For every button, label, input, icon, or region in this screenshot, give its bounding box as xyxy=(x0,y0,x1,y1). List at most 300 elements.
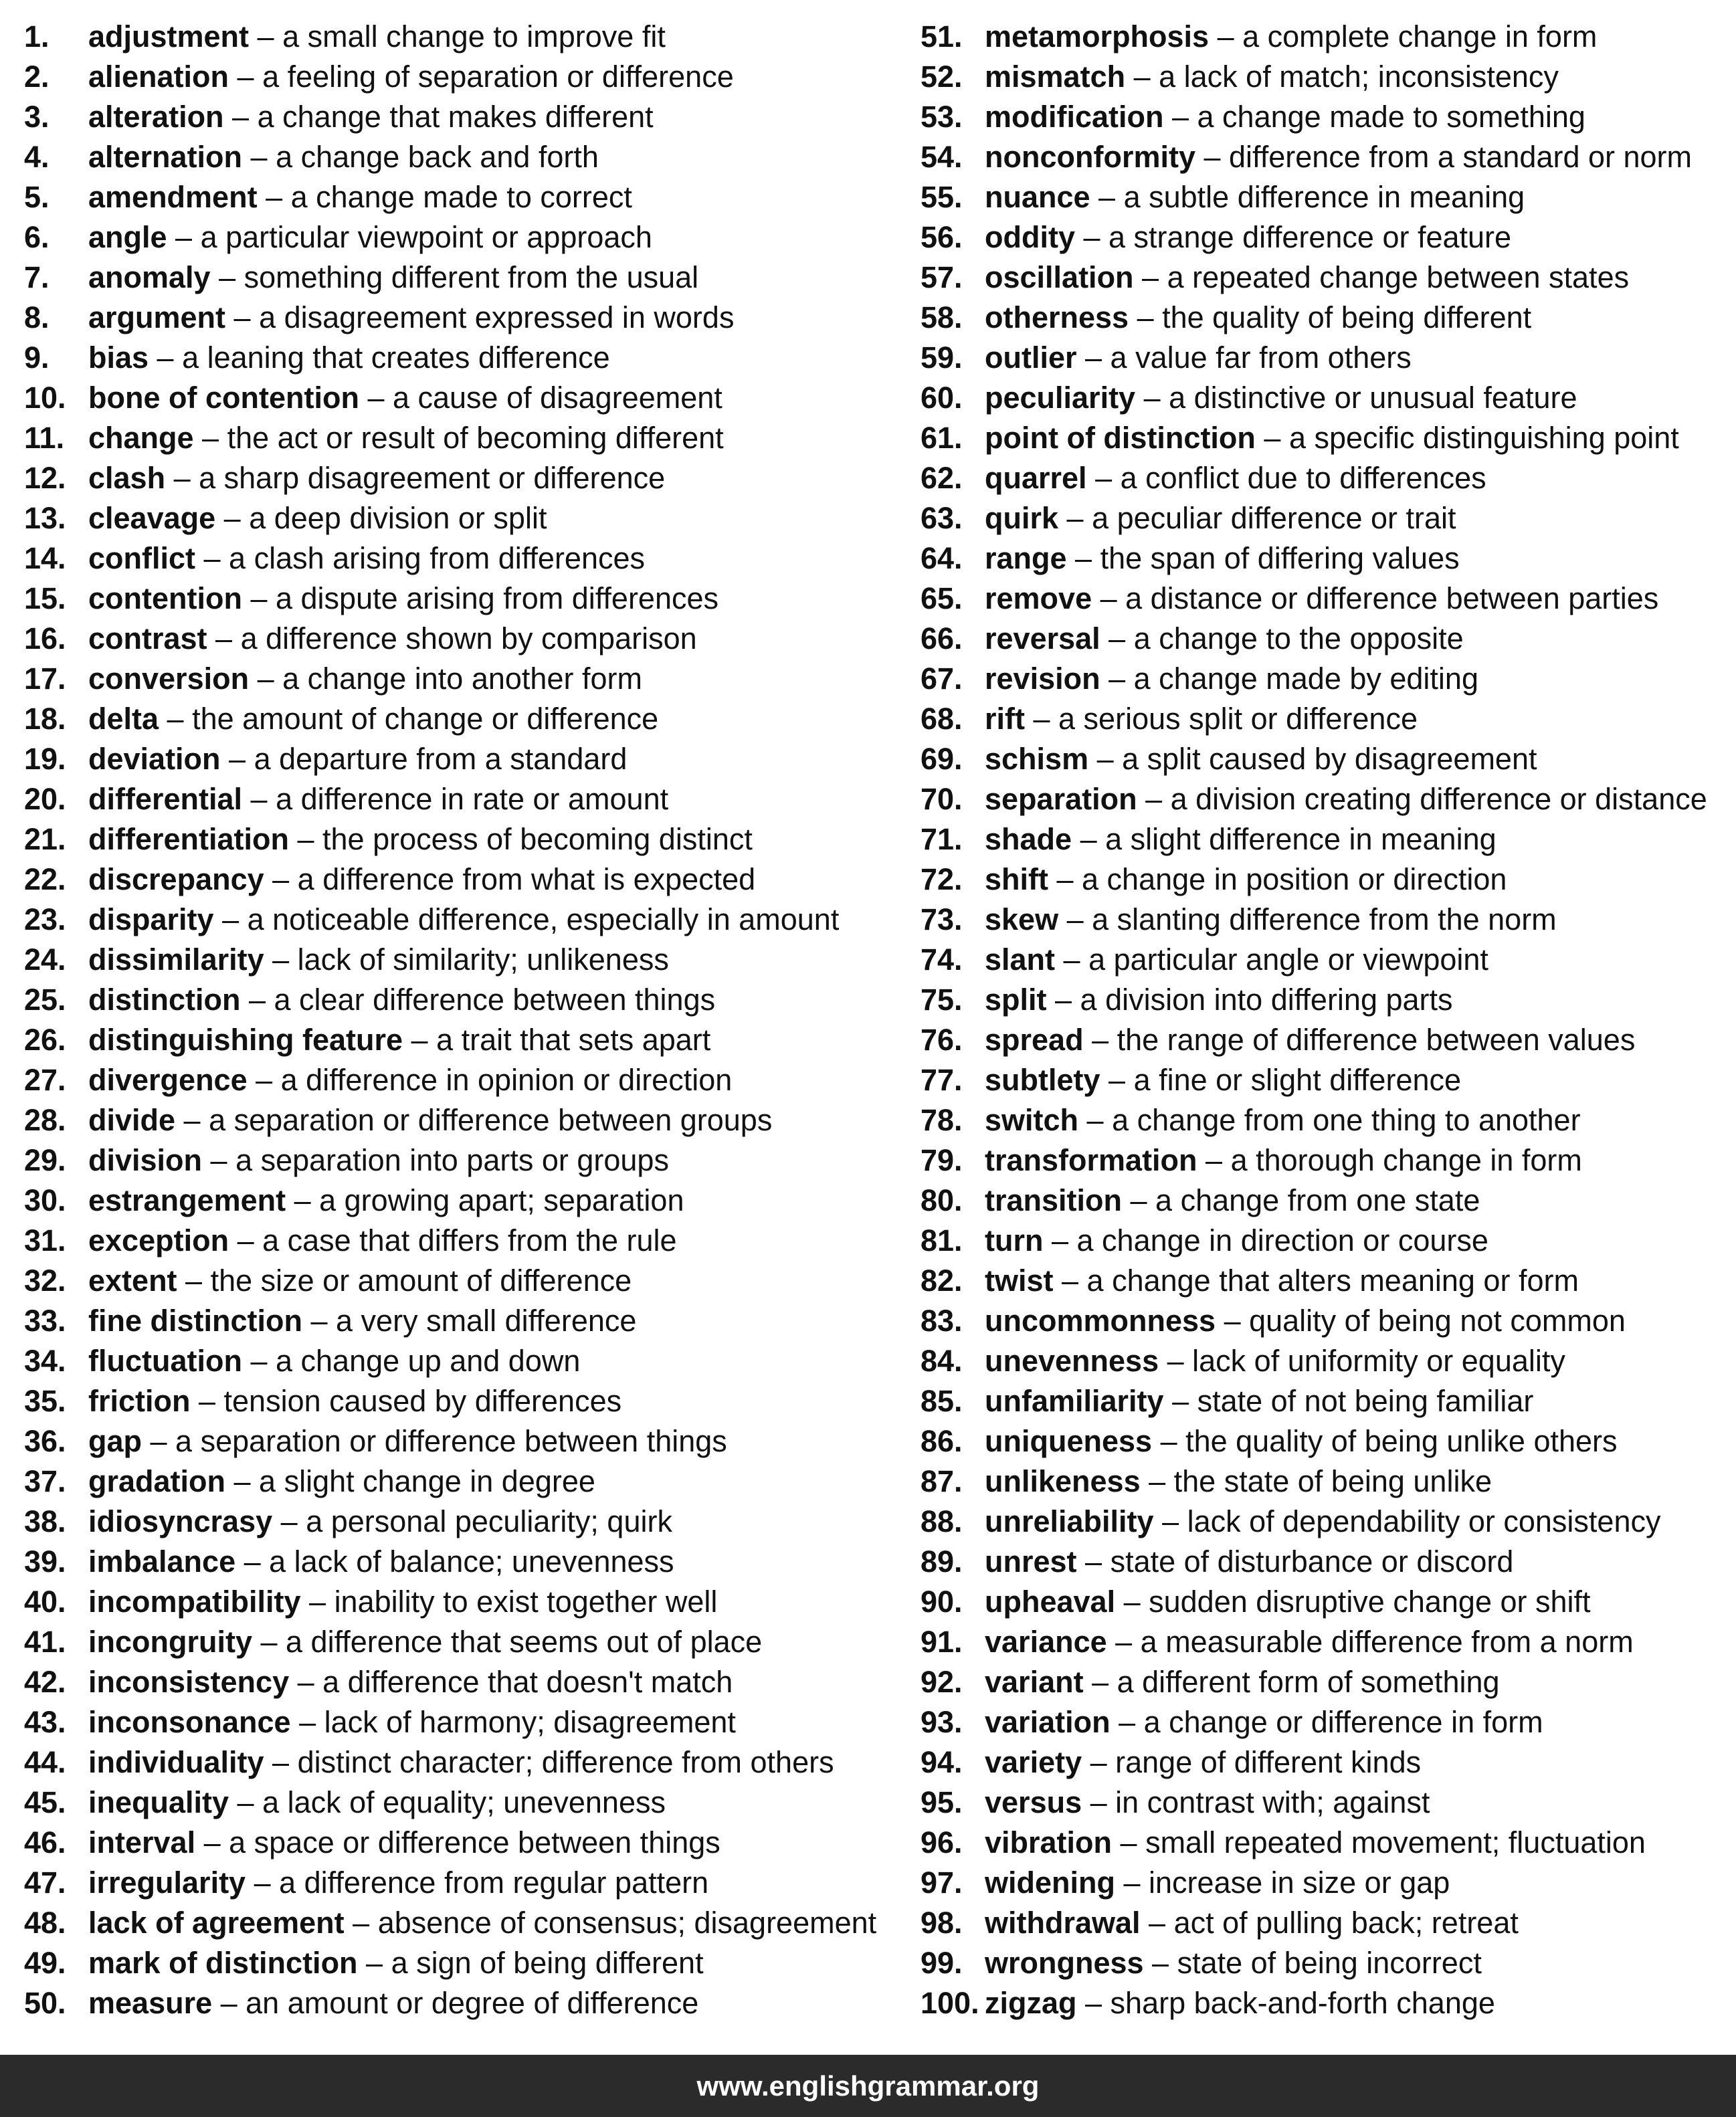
entry-word: twist xyxy=(985,1264,1054,1298)
entry-word: switch xyxy=(985,1103,1079,1137)
entry-definition: – small repeated movement; fluctuation xyxy=(1112,1825,1646,1859)
entry-number: 12. xyxy=(24,461,66,495)
entry-word: distinction xyxy=(88,983,241,1017)
entry-number: 57. xyxy=(921,260,963,294)
entry-number: 80. xyxy=(921,1183,963,1217)
entry-definition: – a leaning that creates difference xyxy=(149,340,610,375)
entry-definition: – a different form of something xyxy=(1083,1665,1500,1699)
entry-definition: – the quality of being unlike others xyxy=(1152,1424,1618,1458)
entry-word: delta xyxy=(88,702,159,736)
entry-definition: – a division creating difference or distance xyxy=(1137,782,1707,816)
entry-word: variety xyxy=(985,1745,1082,1779)
list-item xyxy=(24,298,880,338)
list-item xyxy=(24,1181,880,1221)
entry-word: versus xyxy=(985,1785,1082,1819)
list-item xyxy=(921,940,1730,980)
list-item xyxy=(24,1742,880,1783)
entry-definition: – a change made to correct xyxy=(257,180,632,214)
entry-word: bias xyxy=(88,340,149,375)
list-item xyxy=(921,1783,1730,1823)
entry-word: outlier xyxy=(985,340,1077,375)
entry-number: 6. xyxy=(24,220,50,254)
entry-word: division xyxy=(88,1143,203,1177)
entry-number: 68. xyxy=(921,702,963,736)
list-item xyxy=(921,258,1730,298)
list-item xyxy=(24,1060,880,1100)
entry-number: 100. xyxy=(921,1986,979,2020)
entry-definition: – a deep division or split xyxy=(215,501,547,535)
entry-number: 85. xyxy=(921,1384,963,1418)
footer-url[interactable]: www.englishgrammar.org xyxy=(0,2055,1736,2117)
entry-definition: – a fine or slight difference xyxy=(1100,1063,1462,1097)
entry-word: alternation xyxy=(88,140,243,174)
list-item xyxy=(24,418,880,458)
entry-number: 96. xyxy=(921,1825,963,1859)
entry-number: 39. xyxy=(24,1544,66,1579)
entry-definition: – a case that differs from the rule xyxy=(229,1223,677,1257)
entry-word: transformation xyxy=(985,1143,1197,1177)
entry-definition: – a distinctive or unusual feature xyxy=(1135,381,1577,415)
list-item xyxy=(921,1662,1730,1702)
entry-definition: – lack of dependability or consistency xyxy=(1153,1504,1661,1538)
list-item xyxy=(921,1582,1730,1622)
entry-word: variance xyxy=(985,1625,1107,1659)
entry-word: oscillation xyxy=(985,260,1134,294)
entry-word: cleavage xyxy=(88,501,216,535)
list-item xyxy=(24,1301,880,1341)
list-item xyxy=(921,538,1730,579)
entry-number: 70. xyxy=(921,782,963,816)
entry-word: inconsonance xyxy=(88,1705,291,1739)
entry-number: 36. xyxy=(24,1424,66,1458)
entry-definition: – a change to the opposite xyxy=(1100,621,1464,656)
entry-number: 51. xyxy=(921,19,963,54)
entry-word: incongruity xyxy=(88,1625,252,1659)
list-item xyxy=(24,739,880,779)
list-item xyxy=(921,659,1730,699)
entry-number: 30. xyxy=(24,1183,66,1217)
entry-word: oddity xyxy=(985,220,1075,254)
entry-word: shade xyxy=(985,822,1072,856)
entry-definition: – distinct character; difference from others xyxy=(264,1745,834,1779)
entry-definition: – a lack of match; inconsistency xyxy=(1125,60,1559,94)
entry-number: 27. xyxy=(24,1063,66,1097)
entry-word: spread xyxy=(985,1023,1084,1057)
entry-word: slant xyxy=(985,942,1056,977)
entry-number: 72. xyxy=(921,862,963,896)
entry-number: 18. xyxy=(24,702,66,736)
entry-definition: – a separation or difference between things xyxy=(142,1424,727,1458)
entry-number: 49. xyxy=(24,1946,66,1980)
entry-definition: – a repeated change between states xyxy=(1133,260,1630,294)
entry-definition: – state of not being familiar xyxy=(1163,1384,1534,1418)
entry-number: 25. xyxy=(24,983,66,1017)
entry-definition: – lack of similarity; unlikeness xyxy=(264,942,669,977)
entry-word: adjustment xyxy=(88,19,250,54)
entry-number: 82. xyxy=(921,1264,963,1298)
entry-word: peculiarity xyxy=(985,381,1136,415)
entry-definition: – the amount of change or difference xyxy=(159,702,659,736)
entry-word: individuality xyxy=(88,1745,264,1779)
entry-definition: – the act or result of becoming different xyxy=(193,421,724,455)
entry-number: 66. xyxy=(921,621,963,656)
entry-definition: – in contrast with; against xyxy=(1082,1785,1430,1819)
entry-definition: – a difference from regular pattern xyxy=(246,1866,709,1900)
entry-number: 31. xyxy=(24,1223,66,1257)
entry-definition: – sudden disruptive change or shift xyxy=(1115,1585,1591,1619)
entry-number: 34. xyxy=(24,1344,66,1378)
entry-word: interval xyxy=(88,1825,196,1859)
entry-number: 55. xyxy=(921,180,963,214)
entry-word: divergence xyxy=(88,1063,248,1097)
entry-word: conflict xyxy=(88,541,196,575)
list-item xyxy=(24,57,880,97)
entry-word: variation xyxy=(985,1705,1111,1739)
entry-word: split xyxy=(985,983,1047,1017)
list-item xyxy=(921,1421,1730,1461)
entry-number: 69. xyxy=(921,742,963,776)
entry-number: 65. xyxy=(921,581,963,615)
entry-number: 37. xyxy=(24,1464,66,1498)
entry-definition: – the quality of being different xyxy=(1129,300,1532,334)
entry-number: 38. xyxy=(24,1504,66,1538)
list-item xyxy=(921,1221,1730,1261)
entry-definition: – a noticeable difference, especially in amount xyxy=(213,902,840,936)
entry-number: 41. xyxy=(24,1625,66,1659)
list-item xyxy=(921,819,1730,860)
entry-word: inequality xyxy=(88,1785,229,1819)
entry-definition: – the state of being unlike xyxy=(1140,1464,1492,1498)
entry-word: inconsistency xyxy=(88,1665,290,1699)
entry-definition: – a dispute arising from differences xyxy=(242,581,719,615)
entry-number: 62. xyxy=(921,461,963,495)
list-item xyxy=(921,1702,1730,1742)
entry-word: unrest xyxy=(985,1544,1077,1579)
entry-definition: – a disagreement expressed in words xyxy=(225,300,735,334)
entry-word: imbalance xyxy=(88,1544,236,1579)
list-item xyxy=(921,1381,1730,1421)
entry-word: alteration xyxy=(88,100,224,134)
list-item xyxy=(921,980,1730,1020)
entry-definition: – a slanting difference from the norm xyxy=(1058,902,1557,936)
entry-number: 5. xyxy=(24,180,50,214)
entry-number: 93. xyxy=(921,1705,963,1739)
list-item xyxy=(24,1823,880,1863)
entry-number: 53. xyxy=(921,100,963,134)
list-item xyxy=(921,739,1730,779)
entry-definition: – a small change to improve fit xyxy=(249,19,666,54)
list-item xyxy=(921,498,1730,538)
entry-definition: – state of being incorrect xyxy=(1143,1946,1482,1980)
entry-word: angle xyxy=(88,220,167,254)
list-item xyxy=(24,1582,880,1622)
entry-word: exception xyxy=(88,1223,229,1257)
entry-number: 81. xyxy=(921,1223,963,1257)
list-item xyxy=(24,538,880,579)
list-item xyxy=(24,980,880,1020)
entry-definition: – a particular viewpoint or approach xyxy=(167,220,652,254)
entry-definition: – a trait that sets apart xyxy=(403,1023,711,1057)
list-item xyxy=(921,338,1730,378)
list-item xyxy=(24,819,880,860)
list-item xyxy=(24,619,880,659)
list-item xyxy=(921,458,1730,498)
entry-definition: – increase in size or gap xyxy=(1115,1866,1450,1900)
entry-word: withdrawal xyxy=(985,1906,1141,1940)
list-item xyxy=(24,498,880,538)
entry-number: 97. xyxy=(921,1866,963,1900)
entry-definition: – a change made by editing xyxy=(1100,662,1478,696)
entry-definition: – a personal peculiarity; quirk xyxy=(272,1504,672,1538)
entry-word: unlikeness xyxy=(985,1464,1141,1498)
entry-word: quirk xyxy=(985,501,1059,535)
entry-number: 56. xyxy=(921,220,963,254)
entry-number: 14. xyxy=(24,541,66,575)
list-item xyxy=(24,1341,880,1381)
entry-definition: – an amount or degree of difference xyxy=(212,1986,699,2020)
entry-number: 83. xyxy=(921,1304,963,1338)
entry-definition: – act of pulling back; retreat xyxy=(1140,1906,1519,1940)
entry-word: fine distinction xyxy=(88,1304,302,1338)
list-item xyxy=(24,137,880,177)
list-item xyxy=(24,1863,880,1903)
entry-word: contention xyxy=(88,581,242,615)
entry-number: 17. xyxy=(24,662,66,696)
entry-number: 98. xyxy=(921,1906,963,1940)
list-item xyxy=(921,97,1730,137)
list-item xyxy=(24,579,880,619)
entry-word: schism xyxy=(985,742,1089,776)
entry-number: 52. xyxy=(921,60,963,94)
entry-definition: – absence of consensus; disagreement xyxy=(344,1906,877,1940)
entry-number: 33. xyxy=(24,1304,66,1338)
entry-definition: – a change from one state xyxy=(1122,1183,1480,1217)
entry-number: 46. xyxy=(24,1825,66,1859)
entry-number: 60. xyxy=(921,381,963,415)
entry-word: deviation xyxy=(88,742,221,776)
list-item xyxy=(24,1542,880,1582)
entry-word: lack of agreement xyxy=(88,1906,345,1940)
entry-number: 47. xyxy=(24,1866,66,1900)
entry-definition: – a change back and forth xyxy=(242,140,599,174)
entry-number: 1. xyxy=(24,19,50,54)
list-item xyxy=(24,177,880,217)
entry-definition: – range of different kinds xyxy=(1082,1745,1422,1779)
entry-definition: – a change made to something xyxy=(1163,100,1585,134)
entry-number: 77. xyxy=(921,1063,963,1097)
entry-definition: – a lack of balance; unevenness xyxy=(235,1544,674,1579)
entry-word: gap xyxy=(88,1424,142,1458)
entry-number: 50. xyxy=(24,1986,66,2020)
entry-definition: – a feeling of separation or difference xyxy=(229,60,734,94)
entry-word: differentiation xyxy=(88,822,289,856)
list-item xyxy=(24,1903,880,1943)
entry-number: 63. xyxy=(921,501,963,535)
entry-word: incompatibility xyxy=(88,1585,301,1619)
entry-number: 24. xyxy=(24,942,66,977)
entry-definition: – a difference in rate or amount xyxy=(242,782,669,816)
list-item xyxy=(921,177,1730,217)
list-item xyxy=(921,418,1730,458)
entry-definition: – a distance or difference between parties xyxy=(1092,581,1659,615)
entry-word: gradation xyxy=(88,1464,226,1498)
entry-number: 35. xyxy=(24,1384,66,1418)
entry-definition: – a split caused by disagreement xyxy=(1088,742,1537,776)
entry-definition: – sharp back-and-forth change xyxy=(1076,1986,1495,2020)
entry-number: 13. xyxy=(24,501,66,535)
entry-definition: – a cause of disagreement xyxy=(359,381,722,415)
entry-number: 4. xyxy=(24,140,50,174)
entry-definition: – the process of becoming distinct xyxy=(289,822,753,856)
list-item xyxy=(921,217,1730,258)
entry-number: 76. xyxy=(921,1023,963,1057)
entry-number: 95. xyxy=(921,1785,963,1819)
entry-definition: – a subtle difference in meaning xyxy=(1090,180,1525,214)
entry-word: estrangement xyxy=(88,1183,286,1217)
entry-number: 89. xyxy=(921,1544,963,1579)
list-item xyxy=(921,1903,1730,1943)
entry-definition: – a slight change in degree xyxy=(225,1464,595,1498)
list-item xyxy=(24,1943,880,1983)
entry-word: unfamiliarity xyxy=(985,1384,1164,1418)
list-item xyxy=(24,1381,880,1421)
entry-number: 15. xyxy=(24,581,66,615)
entry-definition: – a particular angle or viewpoint xyxy=(1055,942,1488,977)
entry-number: 86. xyxy=(921,1424,963,1458)
entry-definition: – a difference shown by comparison xyxy=(207,621,697,656)
entry-number: 23. xyxy=(24,902,66,936)
list-item xyxy=(921,619,1730,659)
entry-number: 26. xyxy=(24,1023,66,1057)
entry-number: 75. xyxy=(921,983,963,1017)
entry-definition: – difference from a standard or norm xyxy=(1195,140,1693,174)
entry-number: 42. xyxy=(24,1665,66,1699)
list-item xyxy=(24,1662,880,1702)
entry-word: mismatch xyxy=(985,60,1126,94)
list-item xyxy=(921,1622,1730,1662)
entry-number: 40. xyxy=(24,1585,66,1619)
entry-word: shift xyxy=(985,862,1048,896)
list-item xyxy=(921,900,1730,940)
entry-word: revision xyxy=(985,662,1100,696)
entry-word: measure xyxy=(88,1986,213,2020)
list-item xyxy=(921,1341,1730,1381)
entry-number: 74. xyxy=(921,942,963,977)
entry-word: remove xyxy=(985,581,1092,615)
entry-definition: – a serious split or difference xyxy=(1025,702,1418,736)
entry-word: nonconformity xyxy=(985,140,1195,174)
entry-definition: – a change in direction or course xyxy=(1043,1223,1488,1257)
entry-number: 73. xyxy=(921,902,963,936)
list-item xyxy=(921,378,1730,418)
entry-number: 19. xyxy=(24,742,66,776)
entry-number: 78. xyxy=(921,1103,963,1137)
entry-number: 58. xyxy=(921,300,963,334)
list-item xyxy=(24,338,880,378)
entry-definition: – the range of difference between values xyxy=(1083,1023,1636,1057)
entry-word: upheaval xyxy=(985,1585,1116,1619)
entry-definition: – a change from one thing to another xyxy=(1078,1103,1581,1137)
entry-word: unreliability xyxy=(985,1504,1154,1538)
list-item xyxy=(921,1542,1730,1582)
entry-word: argument xyxy=(88,300,226,334)
entry-definition: – a lack of equality; unevenness xyxy=(229,1785,666,1819)
entry-definition: – a change into another form xyxy=(249,662,642,696)
list-item xyxy=(24,378,880,418)
entry-word: mark of distinction xyxy=(88,1946,358,1980)
list-item xyxy=(24,458,880,498)
entry-number: 11. xyxy=(24,421,65,455)
entry-word: differential xyxy=(88,782,243,816)
entry-number: 10. xyxy=(24,381,66,415)
entry-definition: – a change up and down xyxy=(242,1344,581,1378)
entry-word: otherness xyxy=(985,300,1129,334)
list-item xyxy=(921,779,1730,819)
entry-definition: – the size or amount of difference xyxy=(177,1264,632,1298)
entry-definition: – a slight difference in meaning xyxy=(1072,822,1497,856)
list-item xyxy=(24,1020,880,1060)
entry-word: variant xyxy=(985,1665,1084,1699)
entry-definition: – lack of harmony; disagreement xyxy=(290,1705,736,1739)
entry-number: 71. xyxy=(921,822,963,856)
list-item xyxy=(24,1461,880,1502)
entry-word: change xyxy=(88,421,194,455)
entry-definition: – something different from the usual xyxy=(210,260,699,294)
list-item xyxy=(921,1461,1730,1502)
list-item xyxy=(921,17,1730,57)
entry-number: 92. xyxy=(921,1665,963,1699)
entry-word: uncommonness xyxy=(985,1304,1216,1338)
entry-definition: – a very small difference xyxy=(302,1304,637,1338)
entry-definition: – a difference that doesn't match xyxy=(289,1665,733,1699)
entry-word: divide xyxy=(88,1103,176,1137)
entry-number: 8. xyxy=(24,300,50,334)
entry-number: 20. xyxy=(24,782,66,816)
entry-word: extent xyxy=(88,1264,177,1298)
entry-definition: – quality of being not common xyxy=(1216,1304,1626,1338)
entry-definition: – a peculiar difference or trait xyxy=(1058,501,1456,535)
list-item xyxy=(921,1502,1730,1542)
list-item xyxy=(921,1301,1730,1341)
entry-word: idiosyncrasy xyxy=(88,1504,273,1538)
list-item xyxy=(24,699,880,739)
entry-word: quarrel xyxy=(985,461,1087,495)
entry-word: zigzag xyxy=(985,1986,1077,2020)
entry-number: 88. xyxy=(921,1504,963,1538)
list-item xyxy=(921,1060,1730,1100)
word-list-column-left xyxy=(24,17,880,2023)
list-item xyxy=(921,1983,1730,2023)
list-item xyxy=(24,1622,880,1662)
list-item xyxy=(921,1863,1730,1903)
entry-number: 44. xyxy=(24,1745,66,1779)
list-item xyxy=(24,1983,880,2023)
list-item xyxy=(24,940,880,980)
entry-word: skew xyxy=(985,902,1059,936)
entry-definition: – a departure from a standard xyxy=(220,742,628,776)
list-item xyxy=(24,97,880,137)
entry-definition: – a separation into parts or groups xyxy=(202,1143,669,1177)
entry-word: nuance xyxy=(985,180,1090,214)
entry-definition: – a separation or difference between groups xyxy=(175,1103,773,1137)
entry-word: point of distinction xyxy=(985,421,1256,455)
entry-word: turn xyxy=(985,1223,1044,1257)
entry-word: unevenness xyxy=(985,1344,1159,1378)
entry-definition: – a change in position or direction xyxy=(1048,862,1507,896)
list-item xyxy=(24,258,880,298)
entry-word: subtlety xyxy=(985,1063,1100,1097)
list-item xyxy=(921,137,1730,177)
